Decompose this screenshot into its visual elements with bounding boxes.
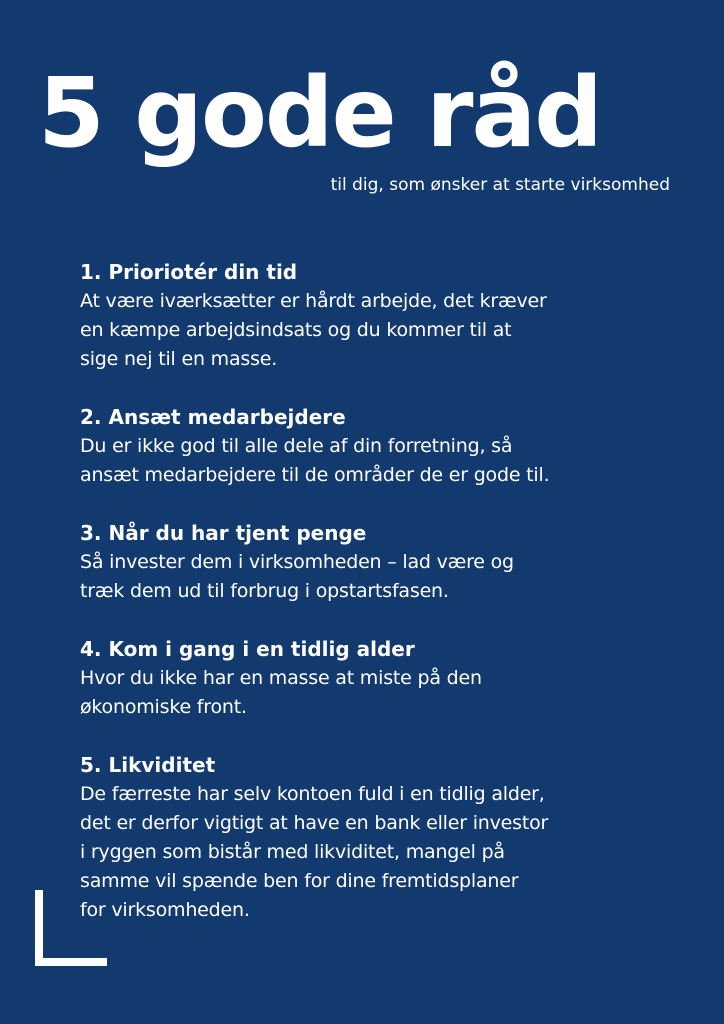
tip-line: At være iværksætter er hårdt arbejde, det kræver — [80, 290, 547, 312]
corner-bracket-decoration — [35, 890, 107, 966]
tip-body — [80, 548, 705, 606]
tip-line: for virksomheden. — [80, 899, 250, 921]
tip-line: ansæt medarbejdere til de områder de er gode til. — [80, 464, 550, 486]
tip-body — [80, 664, 705, 722]
tip-heading: 4. Kom i gang i en tidlig alder — [80, 637, 415, 661]
tip-body — [80, 432, 705, 490]
corner-bracket-vertical — [35, 890, 43, 966]
tip-item — [80, 258, 705, 374]
tip-line: Så invester dem i virksomheden – lad være og — [80, 551, 514, 573]
tip-line: samme vil spænde ben for dine fremtidsplaner — [80, 870, 519, 892]
tip-item — [80, 635, 705, 722]
tip-heading: 5. Likviditet — [80, 753, 216, 777]
tip-heading: 3. Når du har tjent penge — [80, 521, 367, 545]
corner-bracket-horizontal — [35, 958, 107, 966]
tip-line: i ryggen som bistår med likviditet, mangel på — [80, 841, 505, 863]
page-subtitle: til dig, som ønsker at starte virksomhed — [330, 175, 670, 195]
tip-item — [80, 403, 705, 490]
tip-line: Du er ikke god til alle dele af din forretning, så — [80, 435, 513, 457]
tip-heading: 1. Prioriotér din tid — [80, 260, 298, 284]
tip-line: det er derfor vigtigt at have en bank eller investor — [80, 812, 549, 834]
tip-line: økonomiske front. — [80, 696, 247, 718]
tip-line: Hvor du ikke har en masse at miste på den — [80, 667, 482, 689]
page-title: 5 gode råd — [38, 57, 601, 169]
tip-line: træk dem ud til forbrug i opstartsfasen. — [80, 580, 449, 602]
tip-item — [80, 751, 705, 925]
tips-list — [80, 258, 705, 954]
tip-item — [80, 519, 705, 606]
tip-line: De færreste har selv kontoen fuld i en tidlig alder, — [80, 783, 545, 805]
tip-heading: 2. Ansæt medarbejdere — [80, 405, 346, 429]
tip-body — [80, 780, 705, 925]
tip-line: sige nej til en masse. — [80, 348, 278, 370]
tip-body — [80, 287, 705, 374]
tip-line: en kæmpe arbejdsindsats og du kommer til at — [80, 319, 512, 341]
